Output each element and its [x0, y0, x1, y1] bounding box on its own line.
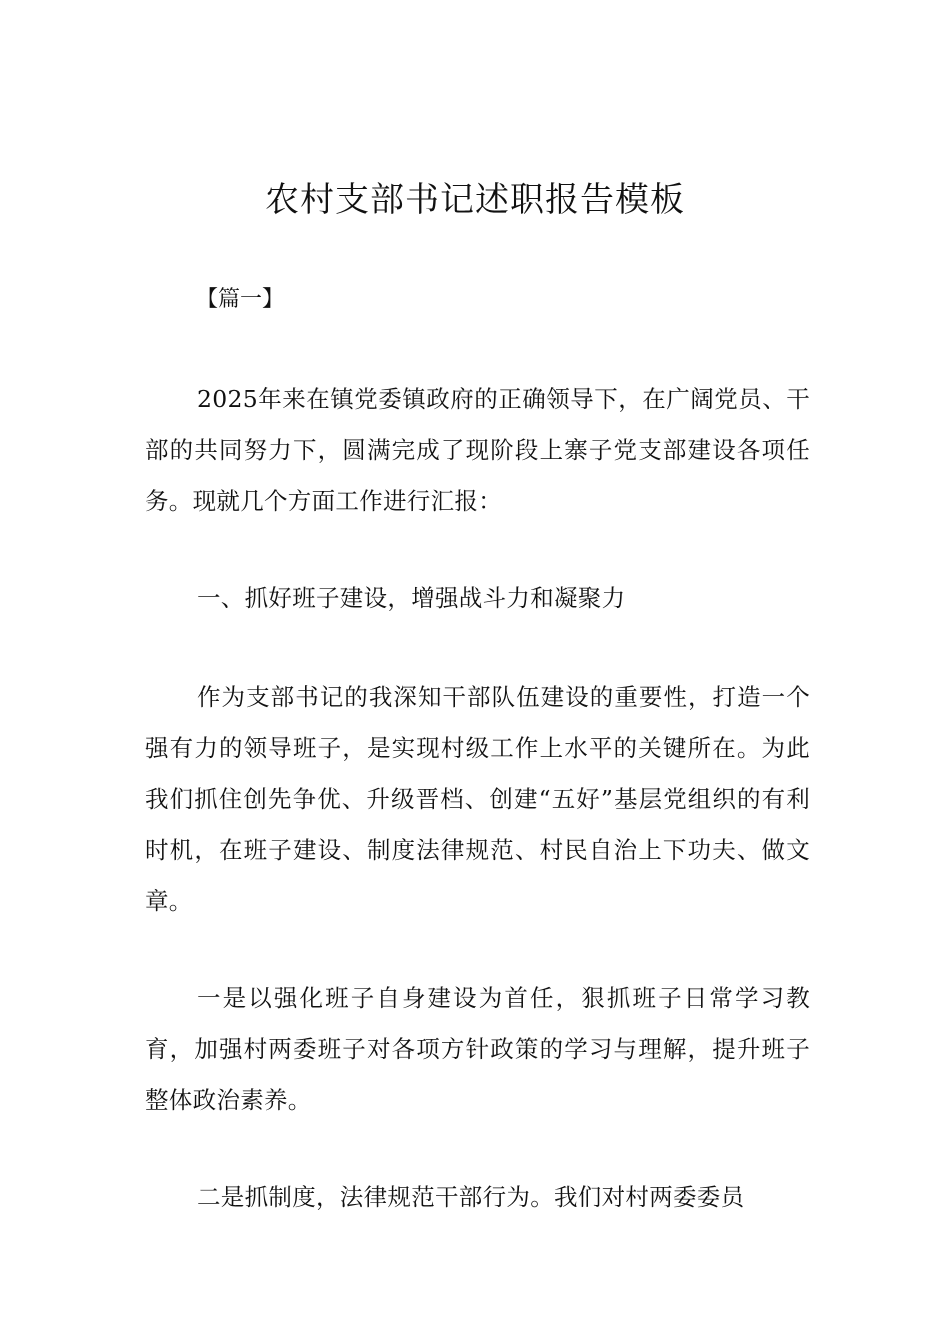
paragraph-team-building: 作为支部书记的我深知干部队伍建设的重要性，打造一个强有力的领导班子，是实现村级工作上水平的关键所在。为此我们抓住创先争优、升级晋档、创建“五好”基层党组织的有利时机，在班子建设、制度法律规范、村民自治上下功夫、做文章。: [145, 683, 810, 915]
paragraph-heading-one: 一、抓好班子建设，增强战斗力和凝聚力: [197, 584, 626, 612]
paragraph-point-one: 一是以强化班子自身建设为首任，狠抓班子日常学习教育，加强村两委班子对各项方针政策的学习与理解，提升班子整体政治素养。: [145, 984, 810, 1114]
document-title: 农村支部书记述职报告模板: [265, 180, 685, 220]
paragraph-point-two: 二是抓制度，法律规范干部行为。我们对村两委委员: [197, 1183, 745, 1211]
paragraph-intro: 2025年来在镇党委镇政府的正确领导下，在广阔党员、干部的共同努力下，圆满完成了现阶段上寨子党支部建设各项任务。现就几个方面工作进行汇报：: [145, 385, 810, 515]
section-label: 【篇一】: [196, 287, 285, 312]
